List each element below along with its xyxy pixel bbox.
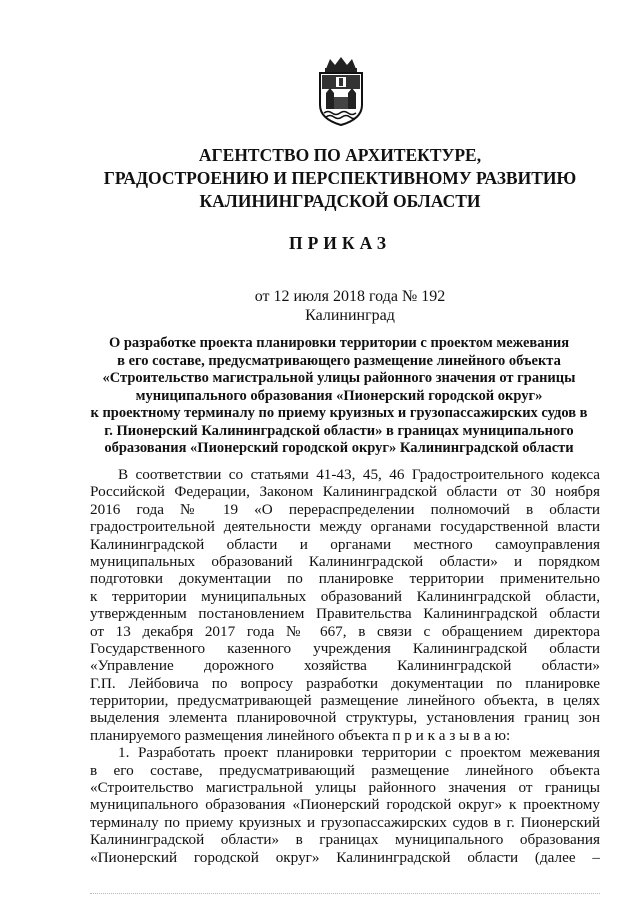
body-line: Калининградской области и органами местного самоуправления: [90, 535, 600, 553]
order-subject: [84, 335, 594, 458]
body-line: подготовки документации по планировке территории применительно: [90, 570, 600, 588]
subject-line: образования «Пионерский городской округ» Калининградской области: [104, 440, 574, 456]
order-body: [90, 466, 600, 866]
subject-line: в его составе, предусматривающего размещение линейного объекта: [117, 352, 561, 369]
body-line: муниципального образования «Пионерский городской округ» к проектному: [90, 796, 600, 814]
body-line: планируемого размещения линейного объекта п р и к а з ы в а ю:: [90, 726, 511, 744]
agency-line: АГЕНТСТВО ПО АРХИТЕКТУРЕ,: [198, 145, 482, 165]
agency-line: КАЛИНИНГРАДСКОЙ ОБЛАСТИ: [199, 191, 481, 211]
body-line: в его составе, предусматривающий размещение линейного объекта: [90, 761, 600, 779]
page-bottom-rule: [90, 893, 600, 894]
body-line: выделения элемента планировочной структуры, установления границ зон: [90, 709, 600, 727]
body-line: утвержденным постановлением Правительства Калининградской области: [90, 605, 600, 623]
subject-line: «Строительство магистральной улицы районного значения от границы: [102, 370, 576, 386]
body-line: 1. Разработать проект планировки территории с проектом межевания: [118, 744, 600, 762]
body-line: муниципальных образований Калининградской области» и порядком: [90, 552, 600, 570]
body-line: терминалу по приему круизных и грузопассажирских судов в г. Пионерский: [90, 813, 600, 831]
order-city: Калининград: [305, 307, 395, 324]
body-line: Российской Федерации, Законом Калининградской области от 30 ноября: [90, 483, 600, 501]
coat-of-arms-emblem: [316, 55, 366, 127]
order-meta: [180, 287, 520, 325]
body-line: «Строительство магистральной улицы районного значения от границы: [90, 779, 600, 797]
subject-line: муниципального образования «Пионерский городской округ»: [135, 387, 543, 404]
order-date: от 12 июля 2018 года № 192: [254, 288, 446, 305]
body-line: к территории муниципальных образований Калининградской области,: [90, 587, 600, 605]
body-line: Государственного казенного учреждения Калининградской области: [90, 639, 600, 657]
body-line: территории, предусматривающей размещение линейного объекта, в целях: [90, 692, 600, 710]
subject-line: к проектному терминалу по приему круизных и грузопассажирских судов в: [90, 405, 588, 421]
body-line: от 13 декабря 2017 года № 667, в связи с обращением директора: [90, 622, 600, 640]
body-line: В соответствии со статьями 41-43, 45, 46 Градостроительного кодекса: [118, 466, 600, 483]
body-line: Калининградской области» в границах муниципального образования: [90, 831, 600, 849]
body-line: градостроительной деятельности между органами государственной власти: [90, 518, 600, 536]
agency-line: ГРАДОСТРОЕНИЮ И ПЕРСПЕКТИВНОМУ РАЗВИТИЮ: [103, 168, 577, 188]
body-line: «Управление дорожного хозяйства Калининградской области»: [90, 657, 600, 675]
agency-name: [80, 144, 600, 213]
body-line: 2016 года № 19 «О перераспределении полномочий в области: [90, 500, 600, 518]
body-line: Г.П. Лейбовича по вопросу разработки документации по планировке: [90, 674, 600, 692]
order-title: ПРИКАЗ: [288, 233, 392, 253]
body-line: «Пионерский городской округ» Калининградской области (далее –: [90, 848, 600, 866]
subject-line: О разработке проекта планировки территории с проектом межевания: [108, 335, 570, 351]
subject-line: г. Пионерский Калининградской области» в границах муниципального: [104, 422, 574, 439]
